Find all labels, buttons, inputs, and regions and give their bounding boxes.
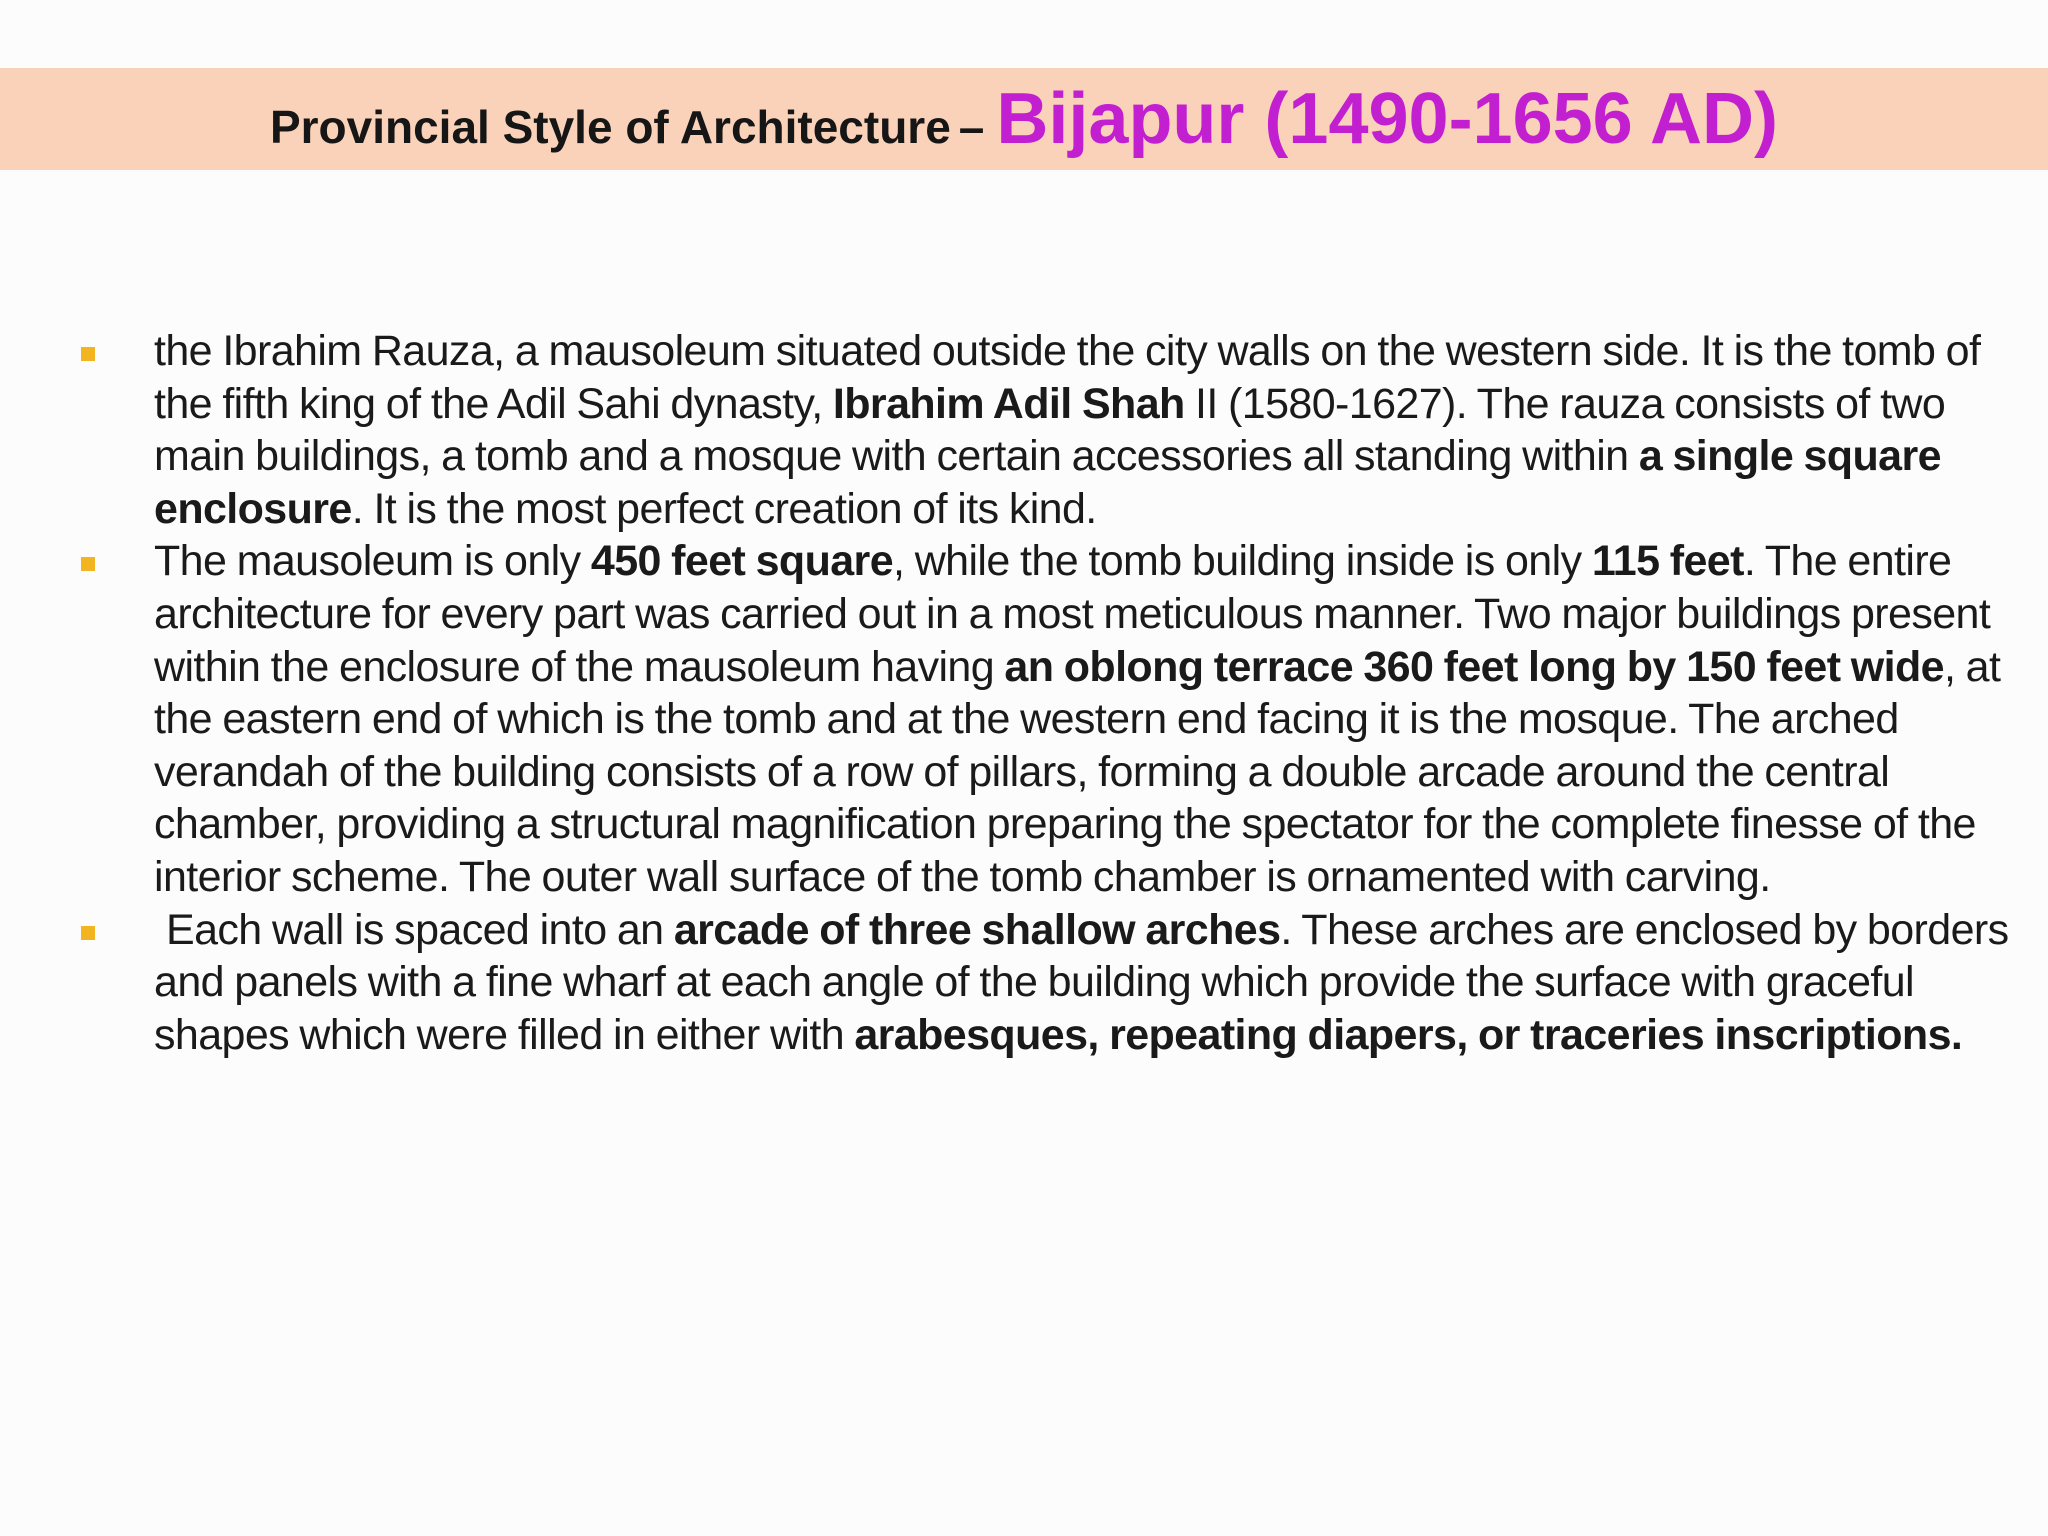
bullet-list (0, 325, 2048, 1061)
bold-phrase: 450 feet square (590, 537, 894, 586)
bold-phrase: arcade of three shallow arches (673, 905, 1281, 954)
text-run: . These arches are enclosed by borders and panels with a fine wharf at each angle of the building which provide the surface with graceful shapes which were filled in either with (154, 905, 2009, 1059)
bullet-item (0, 904, 2048, 1062)
bold-phrase: 115 feet (1591, 537, 1744, 586)
text-run: , while the tomb building inside is only (893, 537, 1592, 586)
text-run: Each wall is spaced into an (166, 905, 674, 954)
text-run: . It is the most perfect creation of its kind. (351, 484, 1097, 533)
slide-title (0, 68, 2048, 170)
title-main-text: Provincial Style of Architecture (269, 101, 951, 153)
text-run: The mausoleum is only (154, 537, 591, 586)
bullet-text (154, 325, 2014, 535)
bold-phrase: arabesques, repeating diapers, or traceries inscriptions. (854, 1010, 1963, 1059)
bullet-text (154, 904, 2014, 1062)
square-bullet-icon (81, 926, 95, 940)
title-accent-text: Bijapur (1490-1656 AD) (996, 79, 1779, 159)
bold-phrase: an oblong terrace 360 feet long by 150 feet wide (1004, 642, 1944, 691)
title-dash: – (958, 101, 985, 153)
text-run: , at the eastern end of which is the tomb and at the western end facing it is the mosque. The arched verandah of the building consists of a row of pillars, forming a double arcade around the central chamber, providing a structural magnification preparing the spectator for the complete finesse of the interior scheme. The outer wall surface of the tomb chamber is ornamented with carving. (154, 642, 2001, 901)
square-bullet-icon (81, 557, 95, 571)
bold-phrase: a single square enclosure (154, 432, 1941, 533)
text-run: . The entire architecture for every part was carried out in a most meticulous manner. Two major buildings present within the enclosure of the mausoleum having (154, 537, 1991, 691)
text-run: the Ibrahim Rauza, a mausoleum situated outside the city walls on the western side. It is the tomb of the fifth king of the Adil Sahi dynasty, (154, 327, 1981, 428)
bullet-text (154, 535, 2014, 903)
bullet-item (0, 325, 2048, 535)
bullet-item (0, 535, 2048, 903)
text-run: II (1580-1627). The rauza consists of two main buildings, a tomb and a mosque with certain accessories all standing within (154, 379, 1946, 481)
bold-phrase: Ibrahim Adil Shah (832, 379, 1185, 428)
square-bullet-icon (81, 347, 95, 361)
